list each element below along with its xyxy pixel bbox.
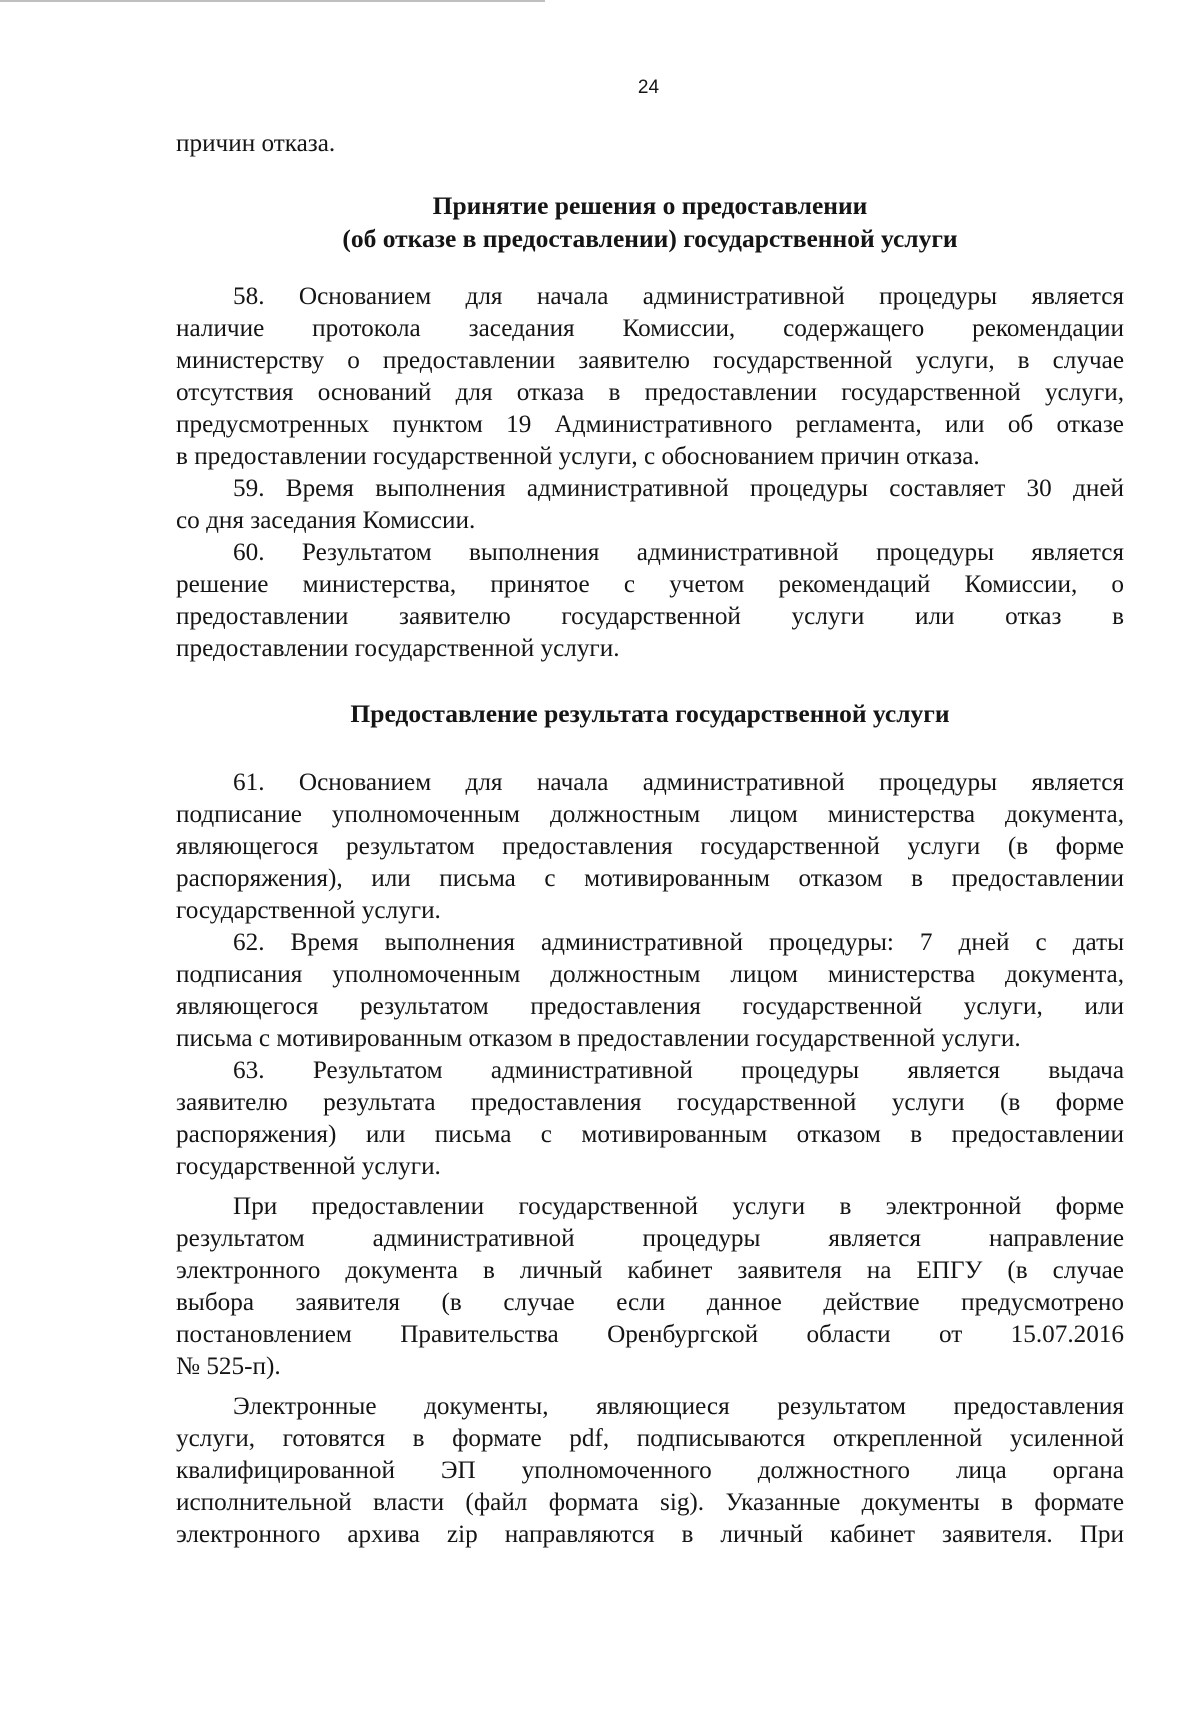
text-line: отсутствия оснований для отказа в предоставлении государственной услуги, bbox=[176, 379, 1124, 406]
text-line: являющегося результатом предоставления государственной услуги (в форме bbox=[176, 833, 1124, 860]
section-heading: (об отказе в предоставлении) государственной услуги bbox=[342, 224, 958, 253]
text-line: государственной услуги. bbox=[176, 897, 441, 924]
text-line: министерству о предоставлении заявителю государственной услуги, в случае bbox=[176, 347, 1124, 374]
text-line: подписание уполномоченным должностным лицом министерства документа, bbox=[176, 801, 1124, 828]
paragraph-electronic-documents bbox=[176, 1391, 1124, 1551]
page-number: 24 bbox=[637, 77, 660, 98]
paragraph-59 bbox=[176, 473, 1124, 537]
text-line: государственной услуги. bbox=[176, 1153, 441, 1180]
document-body bbox=[176, 128, 1124, 1551]
paragraph-electronic-form bbox=[176, 1191, 1124, 1383]
text-line: № 525-п). bbox=[176, 1353, 281, 1380]
text-line: 62. Время выполнения административной процедуры: 7 дней с даты bbox=[233, 929, 1124, 956]
text-line: наличие протокола заседания Комиссии, содержащего рекомендации bbox=[176, 315, 1124, 342]
text-line: 59. Время выполнения административной процедуры составляет 30 дней bbox=[233, 475, 1124, 502]
text-line: предусмотренных пунктом 19 Административного регламента, или об отказе bbox=[176, 411, 1124, 438]
text-line: 63. Результатом административной процедуры является выдача bbox=[233, 1057, 1124, 1084]
text-line: квалифицированной ЭП уполномоченного должностного лица органа bbox=[176, 1457, 1124, 1484]
text-line: электронного документа в личный кабинет заявителя на ЕПГУ (в случае bbox=[176, 1257, 1124, 1284]
text-line: При предоставлении государственной услуги в электронной форме bbox=[233, 1193, 1124, 1220]
text-line: исполнительной власти (файл формата sig). Указанные документы в формате bbox=[176, 1489, 1124, 1516]
text-line: заявителю результата предоставления государственной услуги (в форме bbox=[176, 1089, 1124, 1116]
text-line: в предоставлении государственной услуги, с обоснованием причин отказа. bbox=[176, 443, 980, 470]
text-line: 61. Основанием для начала административной процедуры является bbox=[233, 769, 1124, 796]
paragraph-62 bbox=[176, 927, 1124, 1055]
text-line: письма с мотивированным отказом в предоставлении государственной услуги. bbox=[176, 1025, 1021, 1052]
paragraph-61 bbox=[176, 767, 1124, 927]
text-line: распоряжения) или письма с мотивированным отказом в предоставлении bbox=[176, 1121, 1124, 1148]
paragraph-60 bbox=[176, 537, 1124, 665]
scan-edge-mark bbox=[0, 0, 545, 2]
text-line: подписания уполномоченным должностным лицом министерства документа, bbox=[176, 961, 1124, 988]
text-line: причин отказа. bbox=[176, 130, 336, 157]
paragraph-63 bbox=[176, 1055, 1124, 1183]
text-line: со дня заседания Комиссии. bbox=[176, 507, 476, 534]
text-line: постановлением Правительства Оренбургской области от 15.07.2016 bbox=[176, 1321, 1124, 1348]
text-line: являющегося результатом предоставления государственной услуги, или bbox=[176, 993, 1124, 1020]
text-line: результатом административной процедуры является направление bbox=[176, 1225, 1124, 1252]
text-line: распоряжения), или письма с мотивированным отказом в предоставлении bbox=[176, 865, 1124, 892]
text-line: предоставлении государственной услуги. bbox=[176, 635, 620, 662]
text-line: 60. Результатом выполнения административной процедуры является bbox=[233, 539, 1124, 566]
section-heading: Предоставление результата государственной услуги bbox=[350, 699, 950, 728]
text-line: решение министерства, принятое с учетом рекомендаций Комиссии, о bbox=[176, 571, 1124, 598]
text-line: услуги, готовятся в формате pdf, подписываются открепленной усиленной bbox=[176, 1425, 1124, 1452]
paragraph-58 bbox=[176, 281, 1124, 473]
text-line: электронного архива zip направляются в личный кабинет заявителя. При bbox=[176, 1521, 1124, 1548]
text-line: выбора заявителя (в случае если данное действие предусмотрено bbox=[176, 1289, 1124, 1316]
text-line: 58. Основанием для начала административной процедуры является bbox=[233, 283, 1124, 310]
section-heading: Принятие решения о предоставлении bbox=[432, 191, 868, 220]
text-line: Электронные документы, являющиеся результатом предоставления bbox=[233, 1393, 1124, 1420]
text-line: предоставлении заявителю государственной услуги или отказ в bbox=[176, 603, 1124, 630]
